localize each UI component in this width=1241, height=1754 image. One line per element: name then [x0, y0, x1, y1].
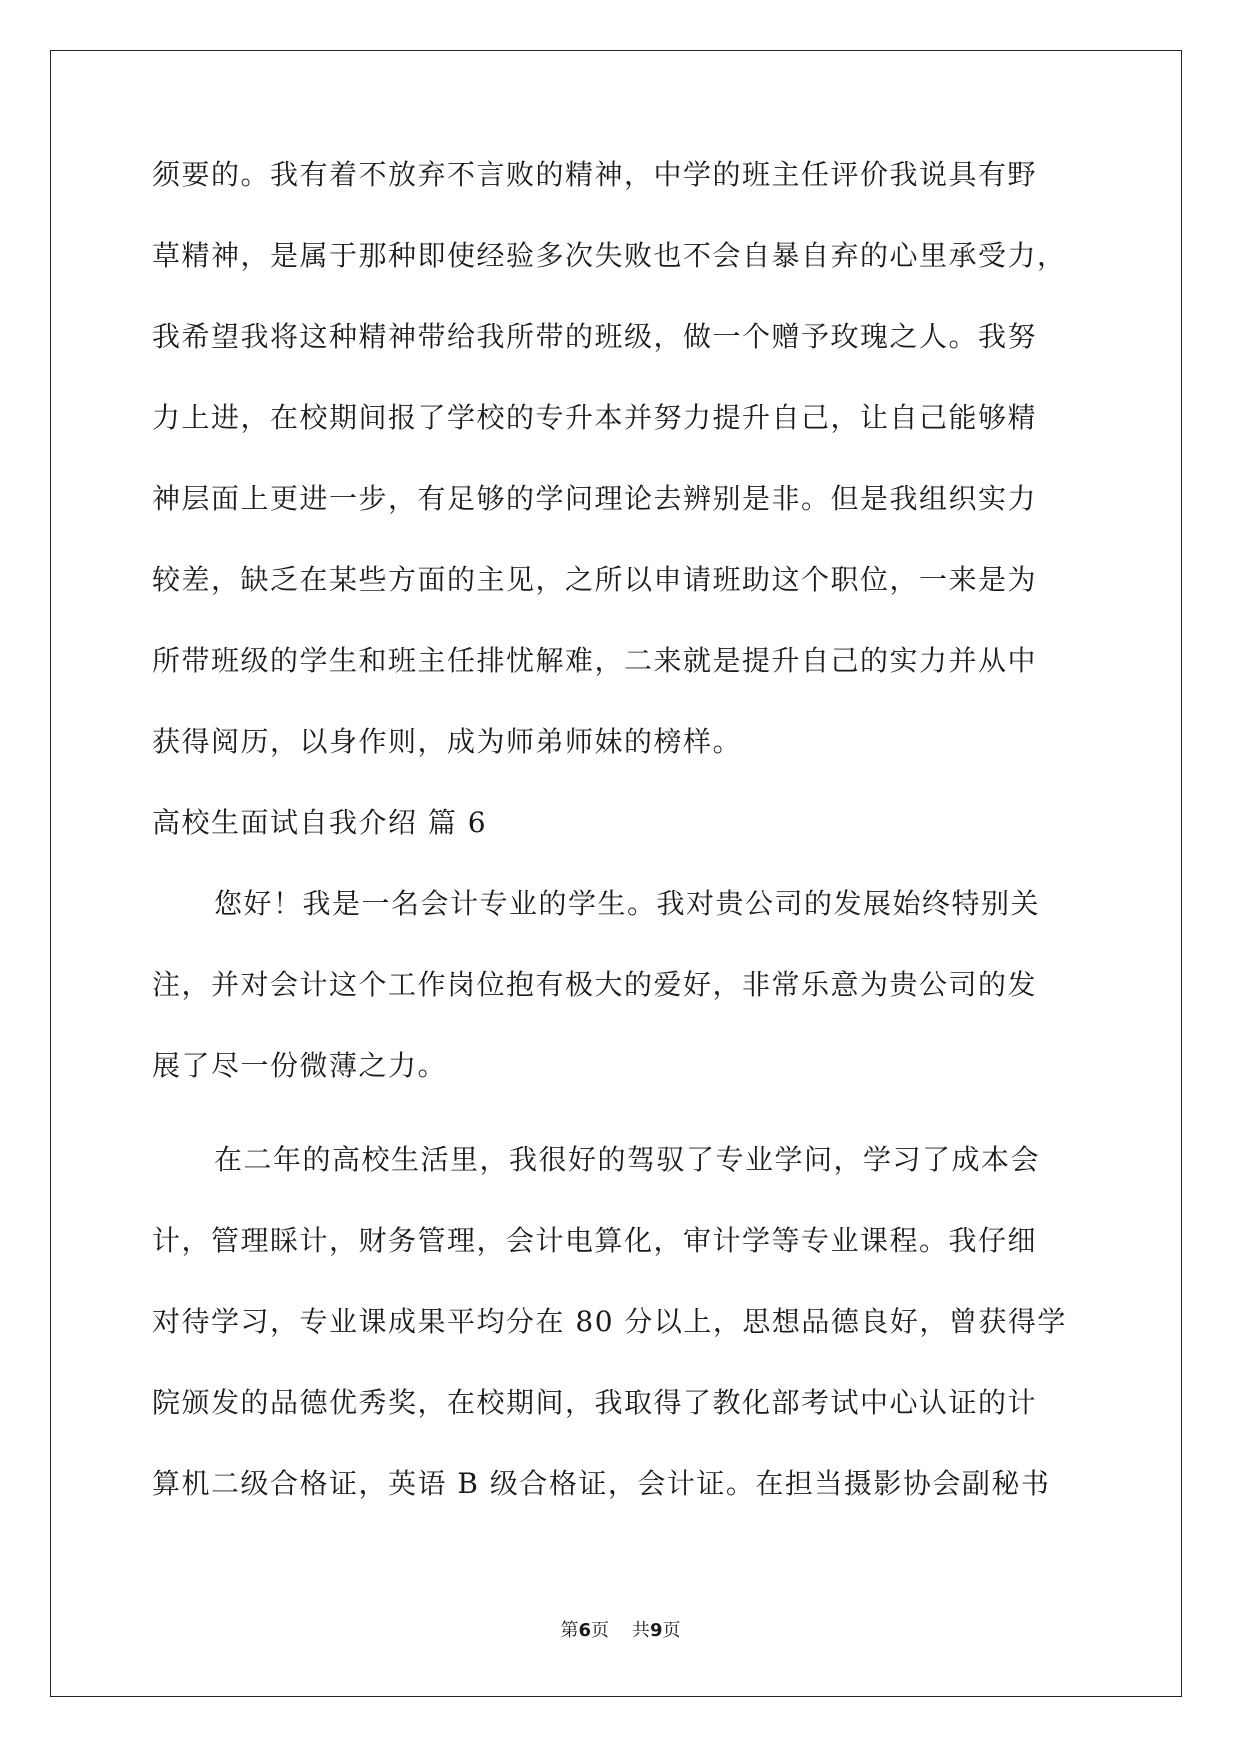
footer-suffix: 页: [662, 1620, 681, 1641]
text-line: 获得阅历，以身作则，成为师弟师妹的榜样。: [152, 725, 743, 758]
text-line: 神层面上更进一步，有足够的学问理论去辨别是非。但是我组织实力: [152, 482, 1038, 515]
text-line: 院颁发的品德优秀奖，在校期间，我取得了教化部考试中心认证的计: [152, 1386, 1038, 1419]
text-line: 力上进，在校期间报了学校的专升本并努力提升自己，让自己能够精: [152, 401, 1038, 434]
footer-prefix: 第: [560, 1620, 579, 1641]
text-line: 展了尽一份微薄之力。: [152, 1049, 448, 1082]
text-line: 算机二级合格证，英语 B 级合格证，会计证。在担当摄影协会副秘书: [152, 1467, 1051, 1500]
page-footer: [0, 1616, 1241, 1642]
text-line: 计，管理睬计，财务管理，会计电算化，审计学等专业课程。我仔细: [152, 1224, 1038, 1257]
text-line: 对待学习，专业课成果平均分在 80 分以上，思想品德良好，曾获得学: [152, 1305, 1067, 1338]
footer-mid: 页 共: [591, 1620, 650, 1641]
text-line: 在二年的高校生活里，我很好的驾驭了专业学问，学习了成本会: [214, 1143, 1041, 1176]
text-line: 须要的。我有着不放弃不言败的精神，中学的班主任评价我说具有野: [152, 158, 1038, 191]
text-line: 您好！我是一名会计专业的学生。我对贵公司的发展始终特别关: [214, 887, 1041, 920]
document-body: [152, 158, 1087, 1548]
text-line: 草精神，是属于那种即使经验多次失败也不会自暴自弃的心里承受力，: [152, 239, 1067, 272]
text-line: 我希望我将这种精神带给我所带的班级，做一个赠予玫瑰之人。我努: [152, 320, 1038, 353]
section-heading: 高校生面试自我介绍 篇 6: [152, 806, 488, 839]
current-page-number: 6: [578, 1620, 592, 1641]
total-pages-number: 9: [649, 1620, 663, 1641]
text-line: 所带班级的学生和班主任排忧解难，二来就是提升自己的实力并从中: [152, 644, 1038, 677]
text-line: 注，并对会计这个工作岗位抱有极大的爱好，非常乐意为贵公司的发: [152, 968, 1038, 1001]
text-line: 较差，缺乏在某些方面的主见，之所以申请班助这个职位，一来是为: [152, 563, 1038, 596]
